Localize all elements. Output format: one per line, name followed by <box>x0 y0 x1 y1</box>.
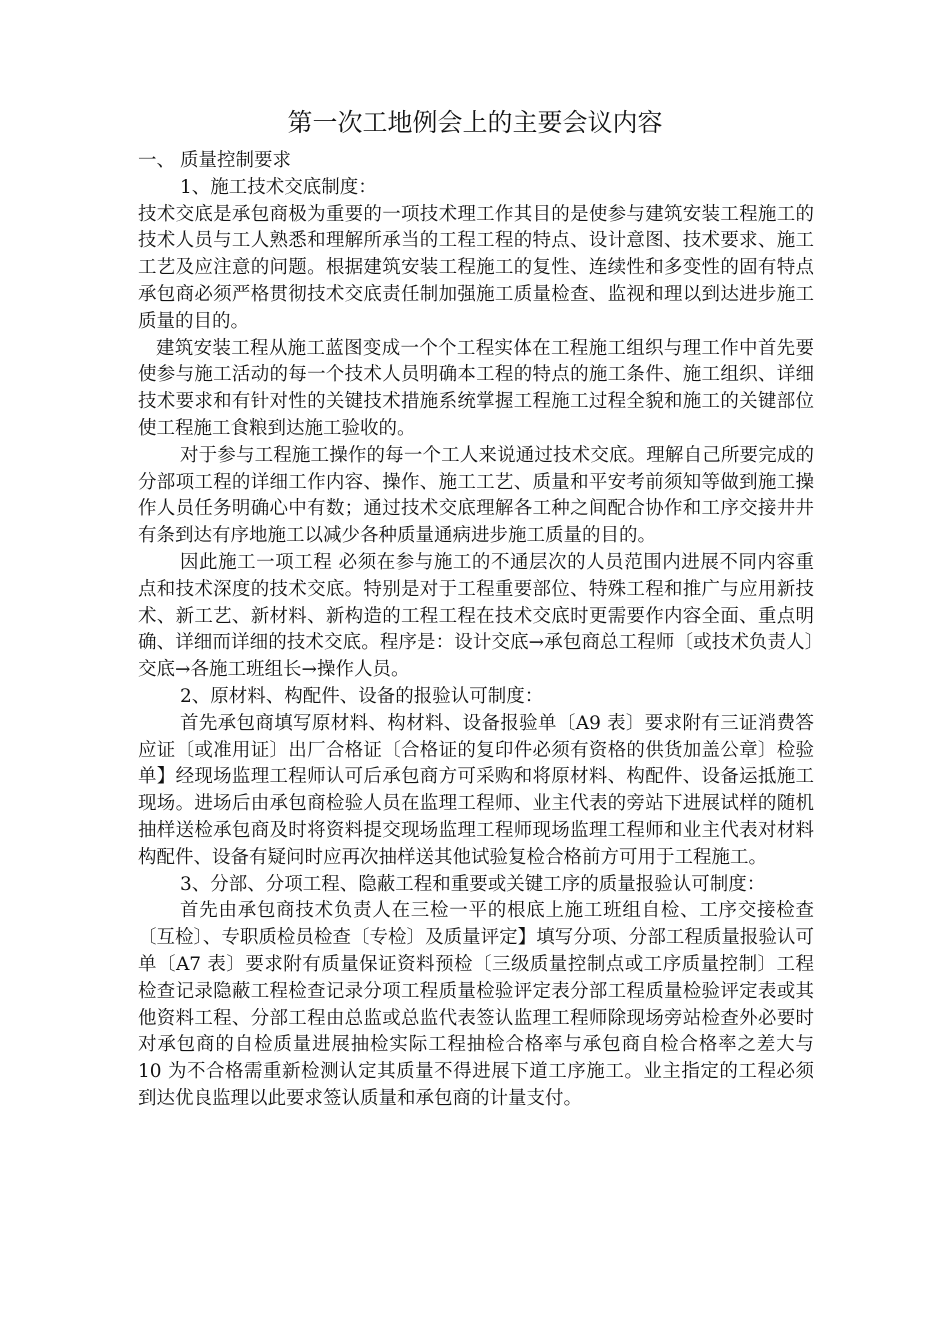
subsection-heading-2: 2、原材料、构配件、设备的报验认可制度： <box>180 685 544 707</box>
subsection-heading-3: 3、分部、分项工程、隐蔽工程和重要或关键工序的质量报验认可制度： <box>180 873 766 895</box>
paragraph: 首先由承包商技术负责人在三检一平的根底上施工班组自检、工序交接检查〔互检〕、专职质检员检查〔专检〕及质量评定】填写分项、分部工程质量报验认可单〔A7 表〕要求附有质量保证资料预检〔三级质量控制点或工序质量控制〕工程检查记录隐蔽工程检查记录分项工程质量检验评定表分部工程质量检验评定表或其他资料工程、分部工程由总监或总监代表签认监理工程师除现场旁站检查外必要时对承包商的自检质量进展抽检实际工程抽检合格率与承包商自检合格率之差大与 10 为不合格需重新检测认定其质量不得进展下道工序施工。业主指定的工程必须到达优良监理以此要求签认质量和承包商的计量支付。 <box>138 900 814 1109</box>
document-title: 第一次工地例会上的主要会议内容 <box>287 108 663 137</box>
paragraph: 对于参与工程施工操作的每一个工人来说通过技术交底。理解自己所要完成的分部项工程的详细工作内容、操作、施工工艺、质量和平安考前须知等做到施工操作人员任务明确心中有数；通过技术交底理解各工种之间配合协作和工序交接井井有条到达有序地施工以减少各种质量通病进步施工质量的目的。 <box>138 444 814 547</box>
paragraph: 建筑安装工程从施工蓝图变成一个个工程实体在工程施工组织与理工作中首先要使参与施工活动的每一个技术人员明确本工程的特点的施工条件、施工组织、详细技术要求和有针对性的关键技术措施系统掌握工程施工过程全貌和施工的关键部位使工程施工食粮到达施工验收的。 <box>138 337 814 439</box>
section-heading <box>138 148 814 175</box>
paragraph: 首先承包商填写原材料、构材料、设备报验单〔A9 表〕要求附有三证消费答应证〔或准用证〕出厂合格证〔合格证的复印件必须有资格的供货加盖公章〕检验单】经现场监理工程师认可后承包商方可采购和将原材料、构配件、设备运抵施工现场。进场后由承包商检验人员在监理工程师、业主代表的旁站下进展试样的随机抽样送检承包商及时将资料提交现场监理工程师现场监理工程师和业主代表对材料构配件、设备有疑问时应再次抽样送其他试验复检合格前方可用于工程施工。 <box>138 712 814 868</box>
paragraph: 技术交底是承包商极为重要的一项技术理工作其目的是使参与建筑安装工程施工的技术人员与工人熟悉和理解所承当的工程工程的特点、设计意图、技术要求、施工工艺及应注意的问题。根据建筑安装工程施工的复性、连续性和多变性的固有特点承包商必须严格贯彻技术交底责任制加强施工质量检查、监视和理以到达进步施工质量的目的。 <box>138 203 814 332</box>
document-body <box>138 148 814 1113</box>
section-number: 一、 <box>138 150 176 171</box>
subsection-heading-1: 1、施工技术交底制度： <box>180 176 377 198</box>
paragraph: 因此施工一项工程 必须在参与施工的不通层次的人员范围内进展不同内容重点和技术深度的技术交底。特别是对于工程重要部位、特殊工程和推广与应用新技术、新工艺、新材料、新构造的工程工程在技术交底时更需要作内容全面、重点明确、详细而详细的技术交底。程序是：设计交底→承包商总工程师〔或技术负责人〕交底→各施工班组长→操作人员。 <box>138 551 814 681</box>
section-label: 质量控制要求 <box>180 150 292 171</box>
